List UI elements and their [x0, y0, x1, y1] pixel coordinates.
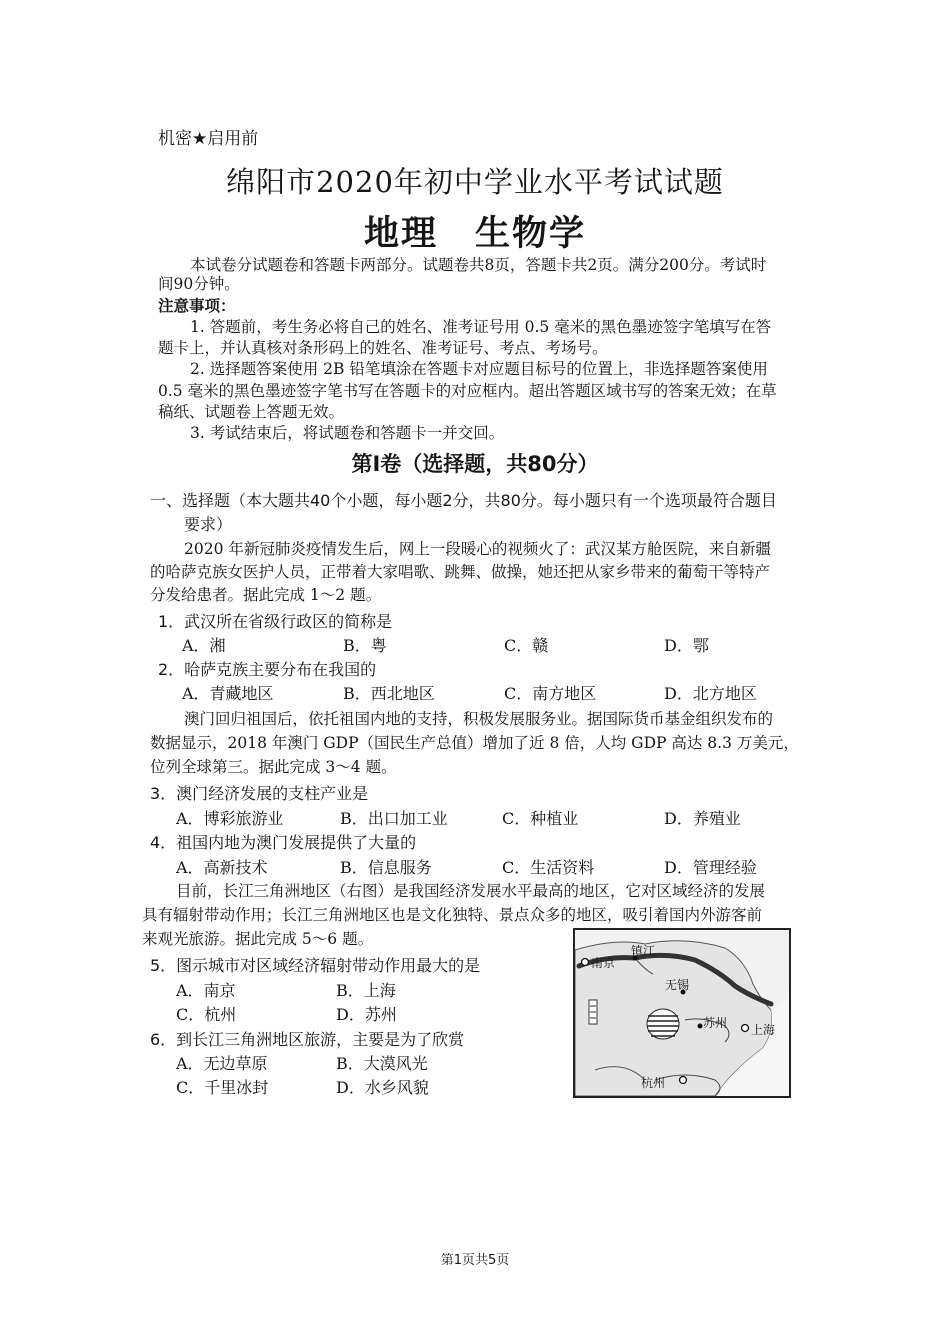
page-number: 第1页共5页 — [440, 1253, 510, 1268]
passage-1-line-1: 2020 年新冠肺炎疫情发生后，网上一段暖心的视频火了：武汉某方舱医院，来自新疆 — [184, 540, 771, 558]
city-label-suzhou: 苏州 — [703, 1016, 728, 1030]
intro-line-2: 间90分钟。 — [158, 275, 240, 293]
question-2-option-c: C．南方地区 — [504, 684, 597, 703]
question-1-option-d: D．鄂 — [664, 636, 709, 655]
question-3-option-d: D．养殖业 — [664, 809, 741, 828]
passage-3-line-2: 具有辐射带动作用；长江三角洲地区也是文化独特、景点众多的地区，吸引着国内外游客前 — [142, 906, 763, 924]
nanjing-marker — [582, 959, 589, 966]
question-6-option-a: A．无边草原 — [176, 1054, 268, 1073]
question-6-option-b: B．大漠风光 — [336, 1054, 428, 1073]
question-6-option-d: D．水乡风貌 — [336, 1078, 429, 1097]
question-4-stem: 4．祖国内地为澳门发展提供了大量的 — [150, 833, 417, 852]
exam-title: 绵阳市2020年初中学业水平考试试题 — [226, 165, 724, 199]
section-instruction-line-1: 一、选择题（本大题共40个小题，每小题2分，共80分。每小题只有一个选项最符合题目 — [150, 491, 777, 510]
question-1-stem: 1．武汉所在省级行政区的简称是 — [158, 612, 393, 631]
city-label-wuxi: 无锡 — [665, 978, 690, 992]
question-4-option-a: A．高新技术 — [176, 858, 268, 877]
question-6-option-c: C．千里冰封 — [176, 1078, 269, 1097]
notice-3: 3. 考试结束后，将试题卷和答题卡一并交回。 — [190, 424, 505, 442]
notice-2-line-2: 0.5 毫米的黑色墨迹签字笔书写在答题卡的对应框内。超出答题区域书写的答案无效；在草 — [158, 382, 777, 400]
question-5-option-c: C．杭州 — [176, 1005, 237, 1024]
city-label-shanghai: 上海 — [751, 1023, 776, 1037]
passage-1-line-3: 分发给患者。据此完成 1～2 题。 — [150, 586, 382, 604]
question-4-option-c: C．生活资料 — [502, 858, 595, 877]
notice-1-line-2: 题卡上，并认真核对条形码上的姓名、准考证号、考点、考场号。 — [158, 339, 608, 357]
question-6-stem: 6．到长江三角洲地区旅游，主要是为了欣赏 — [150, 1030, 465, 1049]
section-instruction-line-2: 要求） — [184, 515, 233, 534]
notice-2-line-3: 稿纸、试题卷上答题无效。 — [158, 403, 345, 421]
city-label-hangzhou: 杭州 — [641, 1076, 666, 1090]
passage-3-line-1: 目前，长江三角洲地区（右图）是我国经济发展水平最高的地区，它对区域经济的发展 — [176, 882, 766, 900]
question-3-option-a: A．博彩旅游业 — [176, 809, 284, 828]
question-1-option-b: B．粤 — [343, 636, 387, 655]
city-label-nanjing: 南京 — [591, 956, 616, 970]
passage-3-line-3: 来观光旅游。据此完成 5～6 题。 — [142, 930, 374, 948]
question-4-option-b: B．信息服务 — [340, 858, 432, 877]
question-3-option-c: C．种植业 — [502, 809, 579, 828]
question-5-stem: 5．图示城市对区域经济辐射带动作用最大的是 — [150, 956, 481, 975]
intro-line-1: 本试卷分试题卷和答题卡两部分。试题卷共8页，答题卡共2页。满分200分。考试时 — [190, 256, 767, 274]
passage-2-line-1: 澳门回归祖国后，依托祖国内地的支持，积极发展服务业。据国际货币基金组织发布的 — [184, 710, 774, 728]
yangtze-delta-map — [573, 928, 791, 1098]
question-2-stem: 2．哈萨克族主要分布在我国的 — [158, 660, 377, 679]
passage-2-line-2: 数据显示，2018 年澳门 GDP（国民生产总值）增加了近 8 倍，人均 GDP 高达 8.3 万美元， — [150, 734, 799, 752]
shanghai-marker — [742, 1025, 749, 1032]
question-5-option-d: D．苏州 — [336, 1005, 397, 1024]
question-1-option-c: C．赣 — [504, 636, 549, 655]
passage-1-line-2: 的哈萨克族女医护人员，正带着大家唱歌、跳舞、做操，她还把从家乡带来的葡萄干等特产 — [150, 563, 771, 581]
hangzhou-marker — [680, 1077, 687, 1084]
passage-2-line-3: 位列全球第三。据此完成 3～4 题。 — [150, 758, 397, 776]
question-2-option-a: A．青藏地区 — [182, 684, 274, 703]
notice-title: 注意事项： — [158, 297, 236, 315]
question-1-option-a: A．湘 — [182, 636, 226, 655]
notice-1-line-1: 1. 答题前，考生务必将自己的姓名、准考证号用 0.5 毫米的黑色墨迹签字笔填写在答 — [190, 318, 772, 336]
question-2-option-b: B．西北地区 — [343, 684, 435, 703]
question-5-option-a: A．南京 — [176, 981, 236, 1000]
secret-label: 机密★启用前 — [158, 129, 259, 149]
exam-subtitle: 地理 生物学 — [363, 214, 586, 254]
question-3-stem: 3．澳门经济发展的支柱产业是 — [150, 784, 369, 803]
question-3-option-b: B．出口加工业 — [340, 809, 448, 828]
notice-2-line-1: 2. 选择题答案使用 2B 铅笔填涂在答题卡对应题目标号的位置上，非选择题答案使用 — [190, 360, 768, 378]
city-label-zhenjiang: 镇江 — [631, 944, 656, 958]
question-4-option-d: D．管理经验 — [664, 858, 757, 877]
question-5-option-b: B．上海 — [336, 981, 396, 1000]
section-title: 第Ⅰ卷（选择题，共80分） — [351, 452, 599, 476]
suzhou-marker — [698, 1024, 703, 1029]
question-2-option-d: D．北方地区 — [664, 684, 757, 703]
